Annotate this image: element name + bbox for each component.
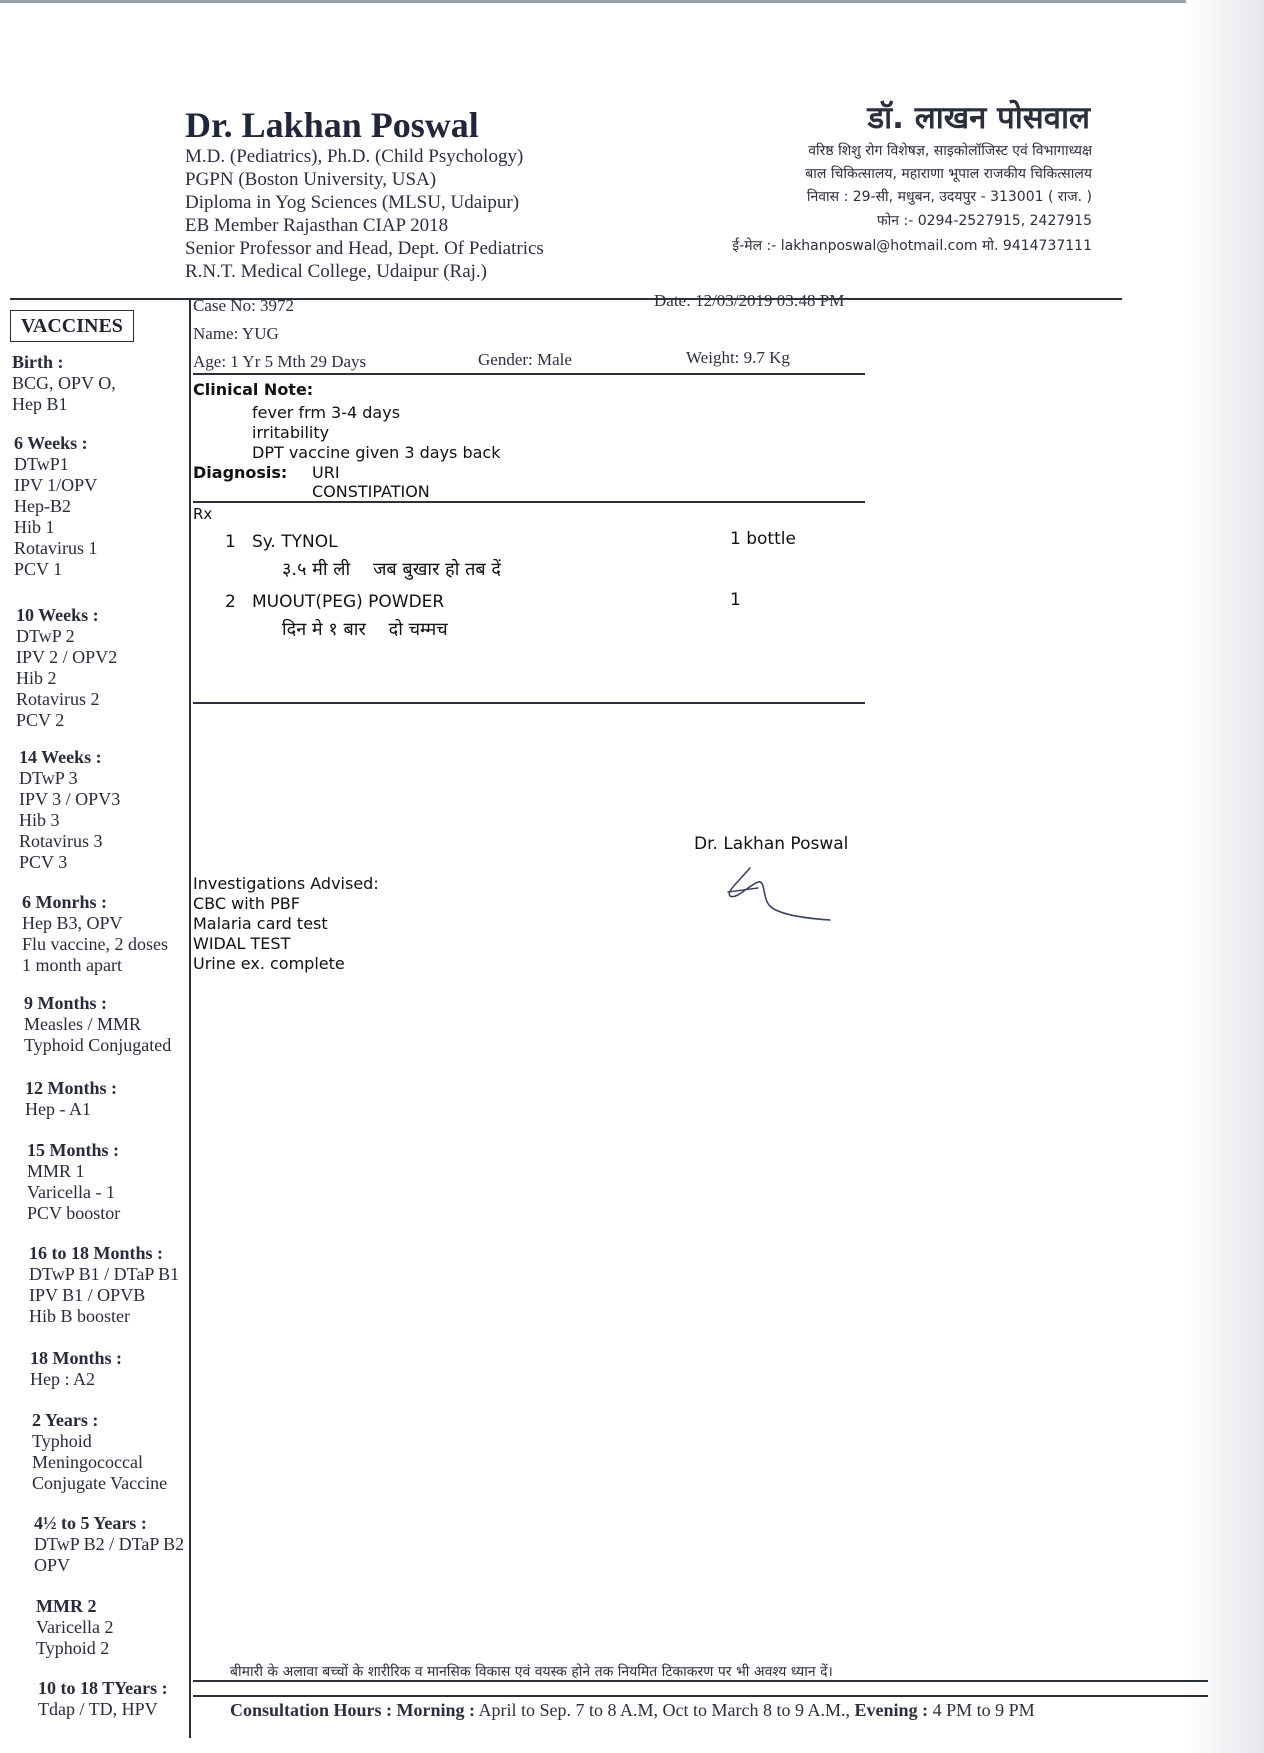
diagnosis-label: Diagnosis: (193, 463, 288, 482)
vaccine-item: DTwP B2 / DTaP B2 (34, 1534, 185, 1554)
vaccine-item: Rotavirus 1 (14, 538, 98, 558)
vaccine-item: Hib 3 (19, 810, 60, 830)
vaccine-item: PCV 3 (19, 852, 68, 872)
vaccine-group (12, 352, 202, 415)
vaccine-item: Rotavirus 3 (19, 831, 103, 851)
doctor-name-hindi: डॉ. लाखन पोसवाल (867, 100, 1090, 136)
vaccine-group-heading: 4½ to 5 Years : (34, 1513, 147, 1533)
vaccine-item: PCV 1 (14, 559, 63, 579)
vaccine-item: Meningococcal (32, 1452, 143, 1472)
rx-item-instruction: दिन मे १ बार दो चम्मच (282, 619, 448, 640)
page-top-edge (0, 0, 1264, 3)
case-divider (193, 373, 865, 375)
vaccine-item: Hep - A1 (25, 1099, 91, 1119)
vaccine-item: Conjugate Vaccine (32, 1473, 168, 1493)
vaccine-item: Varicella 2 (36, 1617, 114, 1637)
vaccine-group-heading: 15 Months : (27, 1140, 120, 1160)
diagnosis-item: CONSTIPATION (312, 482, 430, 501)
vaccine-item: Flu vaccine, 2 doses (22, 934, 168, 954)
vaccine-item: Hib 1 (14, 517, 55, 537)
doctor-name: Dr. Lakhan Poswal (185, 105, 479, 145)
case-date: Date: 12/03/2019 03:48 PM (654, 291, 845, 310)
vaccine-group-heading: Birth : (12, 352, 64, 372)
footer-advice: बीमारी के अलावा बच्चों के शारीरिक व मानसिक विकास एवं वयस्क होने तक नियमित टिकाकरण पर भी अवश्य ध्यान दें। (230, 1664, 833, 1680)
investigations-label: Investigations Advised: (193, 874, 379, 893)
vaccine-group-heading: 6 Monrhs : (22, 892, 107, 912)
vaccine-item: DTwP 3 (19, 768, 78, 788)
investigation-item: WIDAL TEST (193, 934, 291, 953)
vaccine-item: Hep-B2 (14, 496, 71, 516)
investigation-item: Urine ex. complete (193, 954, 345, 973)
credential-line: Senior Professor and Head, Dept. Of Pediatrics (185, 238, 544, 259)
vaccine-group (19, 747, 209, 873)
vaccine-group-heading: 14 Weeks : (19, 747, 102, 767)
vaccine-group (38, 1678, 228, 1720)
vaccine-group-heading: 18 Months : (30, 1348, 123, 1368)
rx-label: Rx (193, 505, 213, 523)
vaccine-item: Hib B booster (29, 1306, 130, 1326)
patient-age: Age: 1 Yr 5 Mth 29 Days (193, 352, 367, 371)
hindi-header-line: वरिष्ठ शिशु रोग विशेषज्ञ, साइकोलॉजिस्ट एवं विभागाध्यक्ष (808, 143, 1092, 159)
hindi-header-line: फोन :- 0294-2527915, 2427915 (876, 213, 1092, 229)
rx-item-number: 2 (225, 592, 236, 612)
vaccine-item: Tdap / TD, HPV (38, 1699, 158, 1719)
vaccine-item: Hep B3, OPV (22, 913, 123, 933)
morning-label: Morning : (396, 1700, 476, 1720)
vaccine-group-heading: 16 to 18 Months : (29, 1243, 163, 1263)
vaccine-item: PCV boostor (27, 1203, 121, 1223)
evening-hours: 4 PM to 9 PM (932, 1700, 1035, 1720)
vaccine-group (14, 433, 204, 580)
vaccine-item: OPV (34, 1555, 71, 1575)
vaccine-item: DTwP B1 / DTaP B1 (29, 1264, 180, 1284)
credential-line: PGPN (Boston University, USA) (185, 169, 437, 190)
rx-item-name: Sy. TYNOL (252, 532, 338, 552)
vaccine-item: 1 month apart (22, 955, 122, 975)
hindi-header-line: निवास : 29-सी, मधुबन, उदयपुर - 313001 ( राज. ) (806, 189, 1092, 205)
page-edge-shadow (1186, 0, 1264, 1753)
evening-label: Evening : (854, 1700, 929, 1720)
vaccine-item: IPV 1/OPV (14, 475, 98, 495)
vaccine-item: DTwP 2 (16, 626, 75, 646)
hindi-header-line: ई-मेल :- lakhanposwal@hotmail.com मो. 9414737111 (732, 238, 1092, 254)
signature-name: Dr. Lakhan Poswal (694, 834, 849, 854)
vaccine-item: IPV 2 / OPV2 (16, 647, 118, 667)
patient-gender: Gender: Male (478, 350, 572, 369)
morning-hours: April to Sep. 7 to 8 A.M, Oct to March 8 to 9 A.M., (478, 1700, 851, 1720)
header-divider (10, 298, 1122, 300)
vaccine-item: DTwP1 (14, 454, 69, 474)
vaccine-item: IPV 3 / OPV3 (19, 789, 121, 809)
vaccine-group (16, 605, 206, 731)
vaccine-item: Typhoid Conjugated (24, 1035, 172, 1055)
vaccine-item: Hib 2 (16, 668, 57, 688)
vaccines-title: VACCINES (10, 310, 134, 342)
patient-weight: Weight: 9.7 Kg (686, 348, 790, 367)
hours-label: Consultation Hours : (230, 1700, 393, 1720)
vaccine-group (30, 1348, 220, 1390)
vaccine-item: Measles / MMR (24, 1014, 141, 1034)
rx-item-name: MUOUT(PEG) POWDER (252, 592, 445, 612)
footer-divider-bottom (193, 1695, 1208, 1697)
vaccine-group-heading: 10 to 18 TYears : (38, 1678, 168, 1698)
case-number: Case No: 3972 (193, 296, 295, 315)
credential-line: R.N.T. Medical College, Udaipur (Raj.) (185, 261, 487, 282)
vaccine-group (24, 993, 214, 1056)
vaccine-item: IPV B1 / OPVB (29, 1285, 146, 1305)
vaccine-item: Hep B1 (12, 394, 68, 414)
vaccine-group-heading: MMR 2 (36, 1596, 97, 1616)
vaccine-item: PCV 2 (16, 710, 65, 730)
clinical-note-label: Clinical Note: (193, 380, 314, 399)
vaccine-item: Varicella - 1 (27, 1182, 115, 1202)
credential-line: Diploma in Yog Sciences (MLSU, Udaipur) (185, 192, 520, 213)
clinical-note-item: fever frm 3-4 days (252, 403, 401, 422)
vaccine-item: Hep : A2 (30, 1369, 95, 1389)
vaccine-group (22, 892, 212, 976)
vaccine-group (27, 1140, 217, 1224)
signature-scribble (718, 862, 838, 924)
vaccine-group (34, 1513, 224, 1576)
rx-item-instruction: ३.५ मी ली जब बुखार हो तब दें (282, 559, 501, 580)
clinical-note-item: irritability (252, 423, 330, 442)
vaccine-item: Rotavirus 2 (16, 689, 100, 709)
rx-item-quantity: 1 (730, 590, 741, 610)
clinical-divider (193, 501, 865, 503)
vaccine-group (25, 1078, 215, 1120)
consultation-hours (230, 1700, 1035, 1721)
vaccine-item: BCG, OPV O, (12, 373, 116, 393)
diagnosis-item: URI (312, 463, 340, 482)
hindi-header-line: बाल चिकित्सालय, महाराणा भूपाल राजकीय चिकित्सालय (805, 166, 1092, 182)
rx-item-quantity: 1 bottle (730, 529, 796, 549)
vaccine-group (32, 1410, 222, 1494)
vaccine-item: Typhoid (32, 1431, 92, 1451)
rx-divider (193, 702, 865, 704)
clinical-note-item: DPT vaccine given 3 days back (252, 443, 501, 462)
investigation-item: CBC with PBF (193, 894, 300, 913)
patient-name: Name: YUG (193, 324, 279, 343)
vaccine-group-heading: 9 Months : (24, 993, 108, 1013)
vaccine-item: MMR 1 (27, 1161, 85, 1181)
credential-line: M.D. (Pediatrics), Ph.D. (Child Psychology) (185, 146, 524, 167)
vaccine-group (36, 1596, 226, 1659)
vaccine-group-heading: 12 Months : (25, 1078, 118, 1098)
investigation-item: Malaria card test (193, 914, 328, 933)
rx-item-number: 1 (225, 532, 236, 552)
vaccine-group (29, 1243, 219, 1327)
credential-line: EB Member Rajasthan CIAP 2018 (185, 215, 449, 236)
vaccine-group-heading: 10 Weeks : (16, 605, 99, 625)
vaccine-group-heading: 6 Weeks : (14, 433, 88, 453)
vaccine-item: Typhoid 2 (36, 1638, 110, 1658)
vaccine-group-heading: 2 Years : (32, 1410, 99, 1430)
